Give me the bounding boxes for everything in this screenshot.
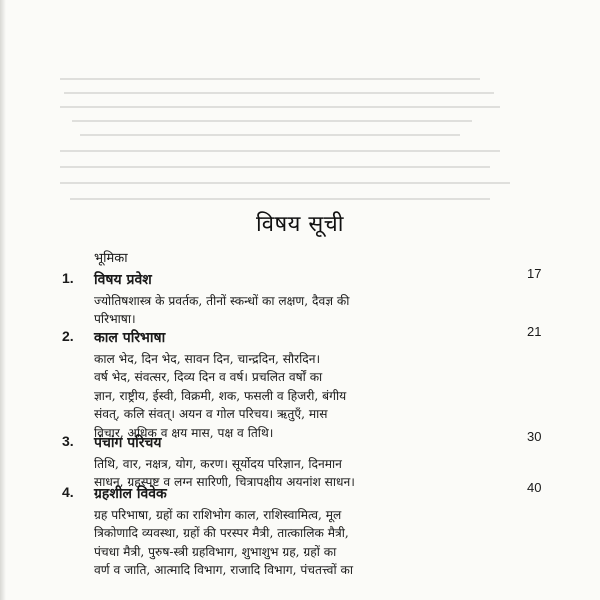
entry-line: वर्ण व जाति, आत्मादि विभाग, राजादि विभाग, पंचतत्त्वों का bbox=[94, 563, 354, 578]
toc-intro: भूमिका bbox=[94, 251, 128, 266]
entry-line: परिभाषा। bbox=[94, 312, 136, 327]
entry-description bbox=[94, 292, 489, 329]
entry-heading: ग्रहशील विवेक bbox=[94, 486, 167, 502]
entry-line: पंचधा मैत्री, पुरुष-स्त्री ग्रहविभाग, शुभाशुभ ग्रह, ग्रहों का bbox=[94, 544, 337, 559]
entry-number: 3. bbox=[62, 433, 74, 449]
page-binding-shadow bbox=[0, 0, 6, 600]
entry-number: 1. bbox=[62, 270, 74, 286]
entry-line: विचार, अधिक व क्षय मास, पक्ष व तिथि। bbox=[94, 425, 274, 440]
page-title: विषय सूची bbox=[256, 212, 344, 237]
entry-line: तिथि, वार, नक्षत्र, योग, करण। सूर्योदय परिज्ञान, दिनमान bbox=[94, 457, 342, 471]
entry-heading: काल परिभाषा bbox=[94, 330, 166, 346]
entry-line: काल भेद, दिन भेद, सावन दिन, चान्द्रदिन, सौरदिन। bbox=[94, 352, 321, 366]
entry-line: वर्ष भेद, संवत्सर, दिव्य दिन व वर्ष। प्रचलित वर्षों का bbox=[94, 370, 323, 385]
entry-heading: विषय प्रवेश bbox=[94, 272, 152, 288]
entry-page: 40 bbox=[527, 480, 542, 495]
entry-line: ग्रह परिभाषा, ग्रहों का राशिभोग काल, राशिस्वामित्व, मूल bbox=[94, 508, 342, 522]
entry-number: 4. bbox=[62, 484, 74, 500]
entry-line: ज्योतिषशास्त्र के प्रवर्तक, तीनों स्कन्धों का लक्षण, दैवज्ञ की bbox=[94, 294, 350, 308]
entry-page: 21 bbox=[527, 324, 542, 339]
entry-line: त्रिकोणादि व्यवस्था, ग्रहों की परस्पर मैत्री, तात्कालिक मैत्री, bbox=[94, 526, 349, 541]
entry-page: 30 bbox=[527, 429, 542, 444]
entry-number: 2. bbox=[62, 328, 74, 344]
entry-line: ज्ञान, राष्ट्रीय, ईस्वी, विक्रमी, शक, फसली व हिजरी, बंगीय bbox=[94, 388, 347, 403]
entry-line: संवत्, कलि संवत्। अयन व गोल परिचय। ऋतुएँ, मास bbox=[94, 407, 328, 422]
entry-description bbox=[94, 350, 489, 442]
entry-heading: पंचांग परिचय bbox=[94, 435, 162, 451]
entry-description bbox=[94, 506, 489, 580]
entry-line: साधन, ग्रहस्पष्ट व लग्न सारिणी, चित्रापक्षीय अयनांश साधन। bbox=[94, 475, 355, 490]
entry-page: 17 bbox=[527, 266, 542, 281]
